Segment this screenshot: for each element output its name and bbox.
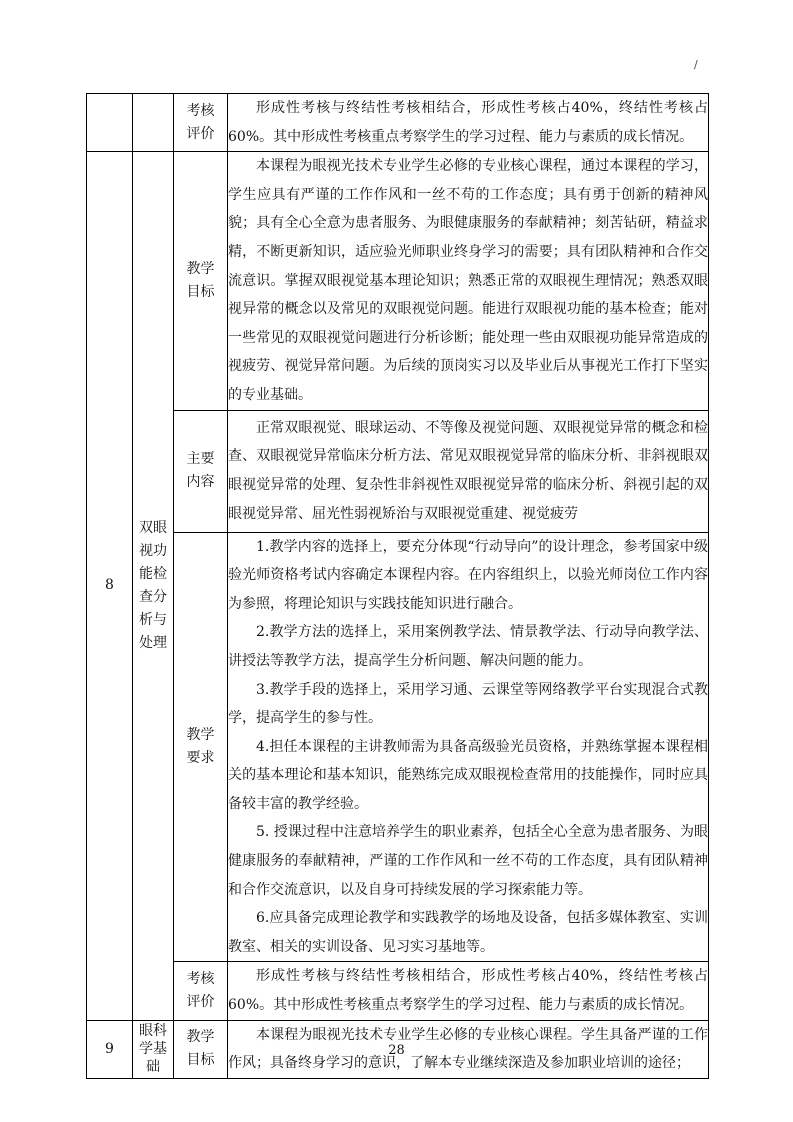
item-label-content: 主要 内容 (174, 410, 228, 532)
requirement-item: 1.教学内容的选择上，要充分体现“行动导向”的设计理念，参考国家中级验光师资格考试内容确定本课程内容。在内容组织上，以验光师岗位工作内容为参照，将理论知识与实践技能知识进行融合。 (228, 538, 708, 612)
requirements-text (228, 532, 709, 962)
header-mark: / (694, 58, 698, 71)
course-name: 双眼 视功 能检 查分 析与 处理 (133, 152, 174, 1020)
table-row (87, 410, 709, 532)
requirement-item: 6.应具备完成理论教学和实践教学的场地及设备，包括多媒体教室、实训教室、相关的实训设备、见习实习基地等。 (228, 910, 708, 955)
item-label-assessment: 考核 评价 (174, 962, 228, 1020)
content-text: 正常双眼视觉、眼球运动、不等像及视觉问题、双眼视觉异常的概念和检查、双眼视觉异常临床分析方法、常见双眼视觉异常的临床分析、非斜视眼双眼视觉异常的处理、复杂性非斜视性双眼视觉异常的临床分析、斜视引起的双眼视觉异常、屈光性弱视矫治与双眼视觉重建、视觉疲劳 (228, 410, 709, 532)
item-label-objectives: 教学 目标 (174, 1020, 228, 1078)
objectives-text: 本课程为眼视光技术专业学生必修的专业核心课程。学生具备严谨的工作作风；具备终身学习的意识，了解本专业继续深造及参加职业培训的途径； (228, 1020, 709, 1078)
requirement-item: 3.教学手段的选择上，采用学习通、云课堂等网络教学平台实现混合式教学，提高学生的参与性。 (228, 681, 708, 727)
table-row (87, 94, 709, 152)
course-table (86, 93, 709, 1079)
item-label-requirements: 教学 要求 (174, 532, 228, 962)
course-number: 8 (87, 152, 133, 1020)
table-row (87, 532, 709, 962)
requirement-item: 2.教学方法的选择上，采用案例教学法、情景教学法、行动导向教学法、讲授法等教学方法，提高学生分析问题、解决问题的能力。 (228, 624, 708, 669)
objectives-text: 本课程为眼视光技术专业学生必修的专业核心课程，通过本课程的学习，学生应具有严谨的工作作风和一丝不苟的工作态度；具有勇于创新的精神风貌；具有全心全意为患者服务、为眼健康服务的奉献精神；刻苦钻研，精益求精，不断更新知识，适应验光师职业终身学习的需要；具有团队精神和合作交流意识。掌握双眼视觉基本理论知识；熟悉正常的双眼视生理情况；熟悉双眼视异常的概念以及常见的双眼视觉问题。能进行双眼视功能的基本检查；能对一些常见的双眼视觉问题进行分析诊断；能处理一些由双眼视功能异常造成的视疲劳、视觉异常问题。为后续的顶岗实习以及毕业后从事视光工作打下坚实的专业基础。 (228, 152, 709, 410)
assessment-text: 形成性考核与终结性考核相结合，形成性考核占40%，终结性考核占60%。其中形成性考核重点考察学生的学习过程、能力与素质的成长情况。 (228, 94, 709, 152)
requirement-item: 4.担任本课程的主讲教师需为具备高级验光员资格，并熟练掌握本课程相关的基本理论和基本知识，能熟练完成双眼视检查常用的技能操作，同时应具备较丰富的教学经验。 (228, 738, 708, 812)
number-cell-empty (87, 94, 133, 152)
course-number: 9 (87, 1020, 133, 1078)
assessment-text: 形成性考核与终结性考核相结合，形成性考核占40%，终结性考核占60%。其中形成性考核重点考察学生的学习过程、能力与素质的成长情况。 (228, 962, 709, 1020)
item-label-objectives: 教学 目标 (174, 152, 228, 410)
item-label-assessment: 考核 评价 (174, 94, 228, 152)
course-name-cell-empty (133, 94, 174, 152)
requirement-item: 5. 授课过程中注意培养学生的职业素养，包括全心全意为患者服务、为眼健康服务的奉献精神，严谨的工作作风和一丝不苟的工作态度，具有团队精神和合作交流意识，以及自身可持续发展的学习探索能力等。 (228, 824, 708, 898)
course-name: 眼科 学基 础 (133, 1020, 174, 1078)
table-row (87, 962, 709, 1020)
table-row (87, 152, 709, 410)
page-number: 28 (388, 1043, 405, 1058)
